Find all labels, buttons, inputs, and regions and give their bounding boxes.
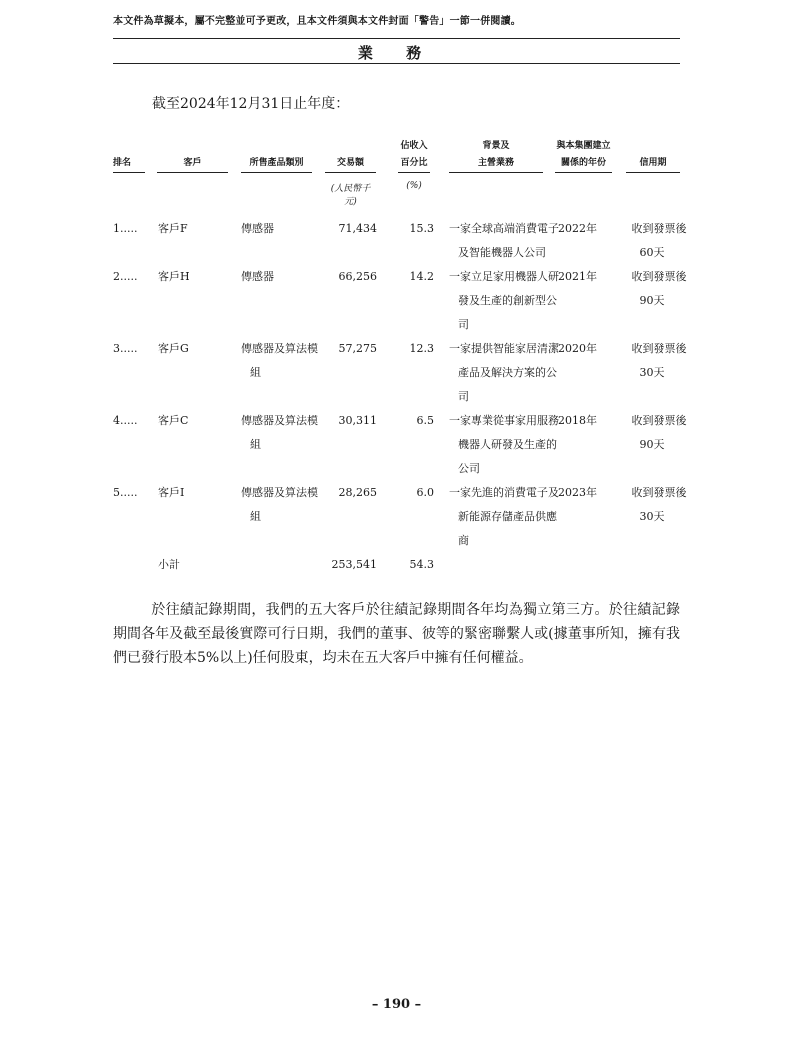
header-rank: 排名 bbox=[113, 155, 145, 173]
row-background-line: 一家立足家用機器人研 bbox=[449, 270, 559, 283]
header-amount: 交易額 bbox=[325, 155, 376, 173]
row-customer: 客戶H bbox=[158, 270, 190, 283]
intro-text: 截至2024年12月31日止年度： bbox=[152, 96, 350, 112]
row-pct: 12.3 bbox=[409, 342, 434, 355]
row-background-line: 一家專業從事家用服務 bbox=[449, 414, 559, 427]
row-background-line: 產品及解決方案的公 bbox=[458, 366, 557, 379]
body-paragraph: 於往績記錄期間，我們的五大客戶於往績記錄期間各年均為獨立第三方。於往績記錄期間各年及截至最後實際可行日期，我們的董事、彼等的緊密聯繫人或(據董事所知，擁有我們已發行股本5%以上)任何股東，均未在五大客戶中擁有任何權益。 bbox=[113, 602, 680, 666]
row-pct: 15.3 bbox=[409, 222, 434, 235]
row-credit-line: 30天 bbox=[639, 510, 665, 523]
row-product: 傳感器 bbox=[241, 222, 274, 235]
header-bottom-rule bbox=[113, 63, 680, 64]
row-product: 傳感器及算法模 bbox=[241, 486, 318, 499]
row-credit-line: 收到發票後 bbox=[631, 270, 687, 283]
subtotal-pct: 54.3 bbox=[409, 558, 434, 571]
row-pct: 6.0 bbox=[416, 486, 434, 499]
row-background-line: 新能源存儲產品供應 bbox=[458, 510, 557, 523]
row-year: 2021年 bbox=[558, 270, 597, 283]
row-credit-line: 30天 bbox=[639, 366, 665, 379]
draft-warning: 本文件為草擬本，屬不完整並可予更改，且本文件須與本文件封面「警告」一節一併閱讀。 bbox=[113, 16, 521, 27]
row-background-line: 公司 bbox=[458, 462, 480, 475]
row-background-line: 一家先進的消費電子及 bbox=[449, 486, 559, 499]
row-background-line: 及智能機器人公司 bbox=[458, 246, 546, 259]
header-top-rule bbox=[113, 38, 680, 39]
subtotal-label: 小計 bbox=[158, 558, 180, 571]
header-credit-period: 信用期 bbox=[626, 155, 680, 173]
header-pct: 佔收入 百分比 bbox=[398, 138, 430, 173]
row-rank: 4..... bbox=[113, 414, 138, 427]
row-background-line: 司 bbox=[458, 390, 469, 403]
row-year: 2020年 bbox=[558, 342, 597, 355]
row-rank: 2..... bbox=[113, 270, 138, 283]
row-background-line: 商 bbox=[458, 534, 469, 547]
row-year: 2023年 bbox=[558, 486, 597, 499]
row-pct: 14.2 bbox=[409, 270, 434, 283]
row-year: 2022年 bbox=[558, 222, 597, 235]
row-background-line: 司 bbox=[458, 318, 469, 331]
row-product: 組 bbox=[250, 510, 261, 523]
row-product: 傳感器 bbox=[241, 270, 274, 283]
row-product: 傳感器及算法模 bbox=[241, 414, 318, 427]
row-credit-line: 收到發票後 bbox=[631, 486, 687, 499]
row-customer: 客戶F bbox=[158, 222, 188, 235]
row-amount: 66,256 bbox=[338, 270, 377, 283]
row-product: 傳感器及算法模 bbox=[241, 342, 318, 355]
row-rank: 1..... bbox=[113, 222, 138, 235]
row-rank: 3..... bbox=[113, 342, 138, 355]
row-background-line: 機器人研發及生產的 bbox=[458, 438, 557, 451]
row-credit-line: 90天 bbox=[639, 294, 665, 307]
row-credit-line: 收到發票後 bbox=[631, 342, 687, 355]
row-customer: 客戶C bbox=[158, 414, 189, 427]
row-background-line: 一家全球高端消費電子 bbox=[449, 222, 559, 235]
row-credit-line: 90天 bbox=[639, 438, 665, 451]
header-background: 背景及 主營業務 bbox=[449, 138, 543, 173]
row-background-line: 發及生產的創新型公 bbox=[458, 294, 557, 307]
header-relationship-year: 與本集團建立 關係的年份 bbox=[555, 138, 612, 173]
header-product: 所售產品類別 bbox=[241, 155, 312, 173]
unit-amount: (人民幣千元) bbox=[330, 184, 371, 207]
row-rank: 5..... bbox=[113, 486, 138, 499]
row-amount: 71,434 bbox=[338, 222, 377, 235]
row-product: 組 bbox=[250, 438, 261, 451]
row-credit-line: 收到發票後 bbox=[631, 222, 687, 235]
row-customer: 客戶I bbox=[158, 486, 185, 499]
row-amount: 30,311 bbox=[338, 414, 377, 427]
subtotal-amount: 253,541 bbox=[331, 558, 377, 571]
header-customer: 客戶 bbox=[157, 155, 228, 173]
unit-pct: (%) bbox=[406, 181, 422, 191]
row-product: 組 bbox=[250, 366, 261, 379]
row-credit-line: 60天 bbox=[639, 246, 665, 259]
section-title: 業 務 bbox=[357, 44, 436, 62]
row-year: 2018年 bbox=[558, 414, 597, 427]
row-amount: 28,265 bbox=[338, 486, 377, 499]
row-credit-line: 收到發票後 bbox=[631, 414, 687, 427]
row-amount: 57,275 bbox=[338, 342, 377, 355]
row-background-line: 一家提供智能家居清潔 bbox=[449, 342, 559, 355]
row-customer: 客戶G bbox=[158, 342, 189, 355]
page-number: – 190 – bbox=[371, 997, 422, 1012]
row-pct: 6.5 bbox=[416, 414, 434, 427]
